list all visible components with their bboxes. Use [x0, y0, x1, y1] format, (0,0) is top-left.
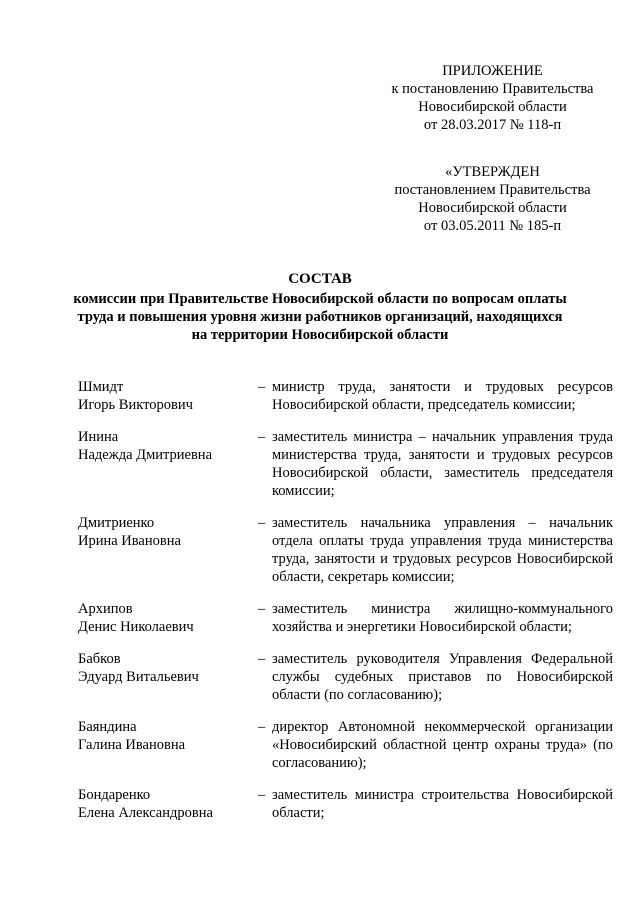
member-role: министр труда, занятости и трудовых ресурсов Новосибирской области, председатель комиссии;: [272, 379, 613, 413]
member-surname: Шмидт: [78, 379, 124, 395]
member-surname: Инина: [78, 429, 119, 445]
member-name: [78, 428, 258, 500]
member-entry: [78, 378, 613, 414]
member-dash: –: [258, 651, 266, 667]
member-given-name: Эдуард Витальевич: [78, 669, 199, 685]
member-given-name: Денис Николаевич: [78, 619, 194, 635]
member-name: [78, 718, 258, 772]
member-name: [78, 378, 258, 414]
approval-date-line: от 28.03.2017 № 118-п: [423, 117, 562, 133]
member-dash: –: [258, 429, 266, 445]
member-entry: [78, 786, 613, 822]
approved-header: [380, 163, 605, 235]
member-surname: Архипов: [78, 601, 133, 617]
member-role: заместитель министра жилищно-коммунального хозяйства и энергетики Новосибирской области;: [272, 601, 613, 635]
member-name: [78, 786, 258, 822]
member-entry: [78, 650, 613, 704]
approved-resolution-line: постановлением Правительства: [394, 182, 591, 198]
member-entry: [78, 514, 613, 586]
member-role: директор Автономной некоммерческой организации «Новосибирский областной центр охраны труда» (по согласованию);: [272, 719, 613, 771]
member-dash: –: [258, 787, 266, 803]
member-name: [78, 600, 258, 636]
member-surname: Баяндина: [78, 719, 137, 735]
member-name: [78, 514, 258, 586]
title-line-3: на территории Новосибирской области: [191, 327, 449, 343]
member-role: заместитель руководителя Управления Федеральной службы судебных приставов по Новосибирской области (по согласованию);: [272, 651, 613, 703]
title-line-1: комиссии при Правительстве Новосибирской области по вопросам оплаты: [73, 291, 567, 307]
member-surname: Дмитриенко: [78, 515, 155, 531]
approval-label: ПРИЛОЖЕНИЕ: [442, 63, 543, 79]
member-given-name: Игорь Викторович: [78, 397, 193, 413]
title-line-2: труда и повышения уровня жизни работников организаций, находящихся: [77, 309, 563, 325]
approved-label: «УТВЕРЖДЕН: [445, 164, 540, 180]
member-given-name: Галина Ивановна: [78, 737, 186, 753]
member-role: заместитель министра – начальник управления труда министерства труда, занятости и трудовых ресурсов Новосибирской области, заместитель председателя комиссии;: [272, 429, 613, 499]
member-given-name: Елена Александровна: [78, 805, 213, 821]
title-main: СОСТАВ: [288, 271, 352, 287]
member-dash: –: [258, 515, 266, 531]
member-name: [78, 650, 258, 704]
approval-header: [380, 62, 605, 134]
member-surname: Бабков: [78, 651, 121, 667]
approved-region-line: Новосибирской области: [418, 200, 567, 216]
member-given-name: Ирина Ивановна: [78, 533, 181, 549]
member-entry: [78, 718, 613, 772]
members-list: [78, 378, 613, 836]
member-entry: [78, 600, 613, 636]
member-dash: –: [258, 601, 266, 617]
member-entry: [78, 428, 613, 500]
member-given-name: Надежда Дмитриевна: [78, 447, 213, 463]
approval-resolution-line: к постановлению Правительства: [391, 81, 594, 97]
member-role: заместитель начальника управления – начальник отдела оплаты труда управления труда министерства труда, занятости и трудовых ресурсов Новосибирской области, секретарь комиссии;: [272, 515, 613, 585]
member-dash: –: [258, 719, 266, 735]
approved-date-line: от 03.05.2011 № 185-п: [423, 218, 562, 234]
approval-region-line: Новосибирской области: [418, 99, 567, 115]
member-dash: –: [258, 379, 266, 395]
member-surname: Бондаренко: [78, 787, 151, 803]
document-title: [60, 270, 580, 344]
member-role: заместитель министра строительства Новосибирской области;: [272, 787, 613, 821]
